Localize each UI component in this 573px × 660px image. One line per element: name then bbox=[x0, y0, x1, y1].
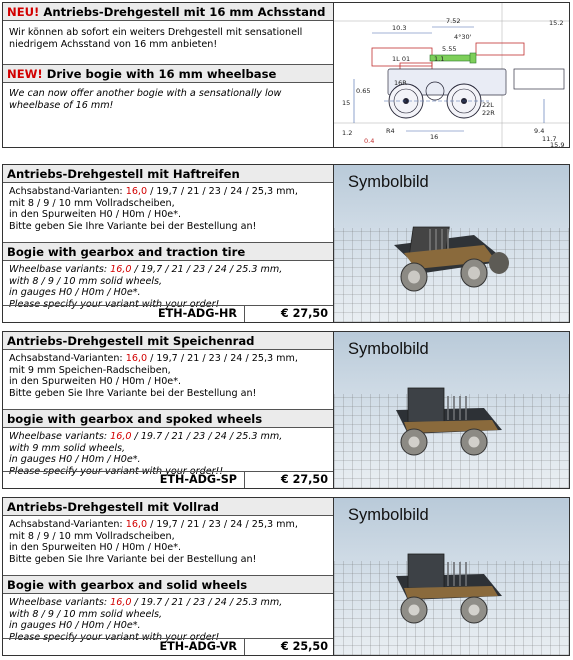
dim-label: 1.1 bbox=[434, 55, 445, 63]
de-description-lines: mit 9 mm Speichen-Radscheiben, in den Spurweiten H0 / H0m / H0e*. Bitte geben Sie Ihre Variante bei der Bestellung an! bbox=[9, 364, 257, 399]
en-variants-rest: / 19.7 / 21 / 23 / 24 / 25.3 mm, bbox=[131, 431, 283, 442]
dim-label: 1L 01 bbox=[392, 55, 411, 63]
dim-label: 7.52 bbox=[446, 17, 461, 25]
bogie-photo-illustration bbox=[334, 332, 569, 488]
product-de-title: Antriebs-Drehgestell mit Speichenrad bbox=[3, 332, 333, 350]
product-text-column bbox=[3, 165, 334, 322]
de-variants-prefix: Achsabstand-Varianten: bbox=[9, 519, 126, 530]
dim-label: 16R bbox=[394, 79, 407, 87]
de-variants-rest: / 19,7 / 21 / 23 / 24 / 25,3 mm, bbox=[147, 519, 298, 530]
bogie-photo-illustration bbox=[334, 498, 569, 655]
de-variants-prefix: Achsabstand-Varianten: bbox=[9, 353, 126, 364]
dim-label: 5.55 bbox=[442, 45, 457, 53]
intro-de-title-text: Antriebs-Drehgestell mit 16 mm Achsstand bbox=[43, 5, 326, 19]
product-card-sp bbox=[2, 331, 570, 489]
de-description-lines: mit 8 / 9 / 10 mm Vollradscheiben, in den Spurweiten H0 / H0m / H0e*. Bitte geben Sie Ihre Variante bei der Bestellung an! bbox=[9, 197, 257, 232]
dim-label: 0.4 bbox=[364, 137, 375, 145]
product-de-title: Antriebs-Drehgestell mit Haftreifen bbox=[3, 165, 333, 183]
product-code: ETH-ADG-VR bbox=[3, 639, 245, 655]
product-photo bbox=[334, 498, 569, 655]
intro-text-column bbox=[3, 3, 334, 147]
en-variants-prefix: Wheelbase variants: bbox=[9, 264, 111, 275]
dim-label: 16 bbox=[430, 133, 439, 141]
product-code: ETH-ADG-HR bbox=[3, 306, 245, 322]
symbolbild-label: Symbolbild bbox=[348, 173, 429, 191]
de-variants-prefix: Achsabstand-Varianten: bbox=[9, 186, 126, 197]
de-variant-highlight: 16,0 bbox=[125, 353, 148, 364]
product-text-column bbox=[3, 332, 334, 488]
en-variant-highlight: 16,0 bbox=[110, 431, 132, 442]
product-price: € 25,50 bbox=[280, 640, 328, 653]
product-de-title: Antriebs-Drehgestell mit Vollrad bbox=[3, 498, 333, 516]
product-en-title: Bogie with gearbox and traction tire bbox=[3, 242, 333, 261]
intro-de-title bbox=[3, 3, 333, 21]
product-en-title: Bogie with gearbox and solid wheels bbox=[3, 575, 333, 594]
product-code: ETH-ADG-SP bbox=[3, 472, 245, 488]
price-row bbox=[3, 471, 333, 488]
en-variant-highlight: 16,0 bbox=[110, 264, 132, 275]
product-de-description bbox=[3, 516, 333, 575]
bogie-photo-illustration bbox=[334, 165, 569, 322]
technical-drawing bbox=[334, 3, 569, 147]
dim-label: 22R bbox=[482, 109, 495, 117]
dim-label: 22L bbox=[482, 101, 494, 109]
intro-de-text: Wir können ab sofort ein weiters Drehgestell mit sensationell niedrigem Achsstand von 16 mm anbieten! bbox=[9, 27, 303, 50]
en-variants-prefix: Wheelbase variants: bbox=[9, 431, 111, 442]
product-card-hr bbox=[2, 164, 570, 323]
intro-block bbox=[2, 2, 570, 148]
product-card-vr bbox=[2, 497, 570, 656]
de-variant-highlight: 16,0 bbox=[125, 186, 148, 197]
new-badge-de: NEU! bbox=[7, 5, 40, 19]
en-variant-highlight: 16,0 bbox=[110, 597, 132, 608]
de-description-lines: mit 8 / 9 / 10 mm Vollradscheiben, in den Spurweiten H0 / H0m / H0e*. Bitte geben Sie Ihre Variante bei der Bestellung an! bbox=[9, 530, 257, 565]
price-row bbox=[3, 305, 333, 322]
price-row bbox=[3, 638, 333, 655]
dim-label: 0.65 bbox=[356, 87, 371, 95]
dim-label: 11.7 bbox=[542, 135, 557, 143]
dim-label: 1.2 bbox=[342, 129, 353, 137]
en-variants-rest: / 19,7 / 21 / 23 / 24 / 25.3 mm, bbox=[131, 264, 283, 275]
product-photo bbox=[334, 165, 569, 322]
de-variant-highlight: 16,0 bbox=[125, 519, 148, 530]
dim-label: 10.3 bbox=[392, 24, 407, 32]
de-variants-rest: / 19,7 / 21 / 23 / 24 / 25,3 mm, bbox=[147, 353, 298, 364]
product-price: € 27,50 bbox=[280, 307, 328, 320]
product-price: € 27,50 bbox=[280, 473, 328, 486]
intro-en-title-text: Drive bogie with 16 mm wheelbase bbox=[46, 67, 277, 81]
product-de-description bbox=[3, 350, 333, 409]
product-text-column bbox=[3, 498, 334, 655]
dim-label: R4 bbox=[386, 127, 395, 135]
product-photo bbox=[334, 332, 569, 488]
new-badge-en: NEW! bbox=[7, 67, 43, 81]
product-en-title: bogie with gearbox and spoked wheels bbox=[3, 409, 333, 428]
intro-en-text: We can now offer another bogie with a sensationally low wheelbase of 16 mm! bbox=[9, 88, 282, 111]
intro-en-title bbox=[3, 64, 333, 83]
en-variants-rest: / 19.7 / 21 / 23 / 24 / 25.3 mm, bbox=[131, 597, 283, 608]
en-variants-prefix: Wheelbase variants: bbox=[9, 597, 111, 608]
product-de-description bbox=[3, 183, 333, 242]
dim-label: 9.4 bbox=[534, 127, 545, 135]
symbolbild-label: Symbolbild bbox=[348, 340, 429, 358]
dim-label: 15 bbox=[342, 99, 351, 107]
en-description-lines: with 8 / 9 / 10 mm solid wheels, in gauges H0 / H0m / H0e*. Please specify your variant with your order! bbox=[9, 275, 220, 310]
bogie-dimension-drawing bbox=[334, 3, 569, 147]
symbolbild-label: Symbolbild bbox=[348, 506, 429, 524]
dim-label: 15.9 bbox=[550, 141, 565, 149]
en-description-lines: with 9 mm solid wheels, in gauges H0 / H0m / H0e*. Please specify your variant with your order!! bbox=[9, 442, 224, 477]
dim-label: 15.2 bbox=[549, 19, 564, 27]
de-variants-rest: / 19,7 / 21 / 23 / 24 / 25,3 mm, bbox=[147, 186, 298, 197]
en-description-lines: with 8 / 9 / 10 mm solid wheels, in gauges H0 / H0m / H0e*. Please specify your variant with your order! bbox=[9, 608, 220, 643]
dim-label: 4°30' bbox=[454, 33, 472, 41]
